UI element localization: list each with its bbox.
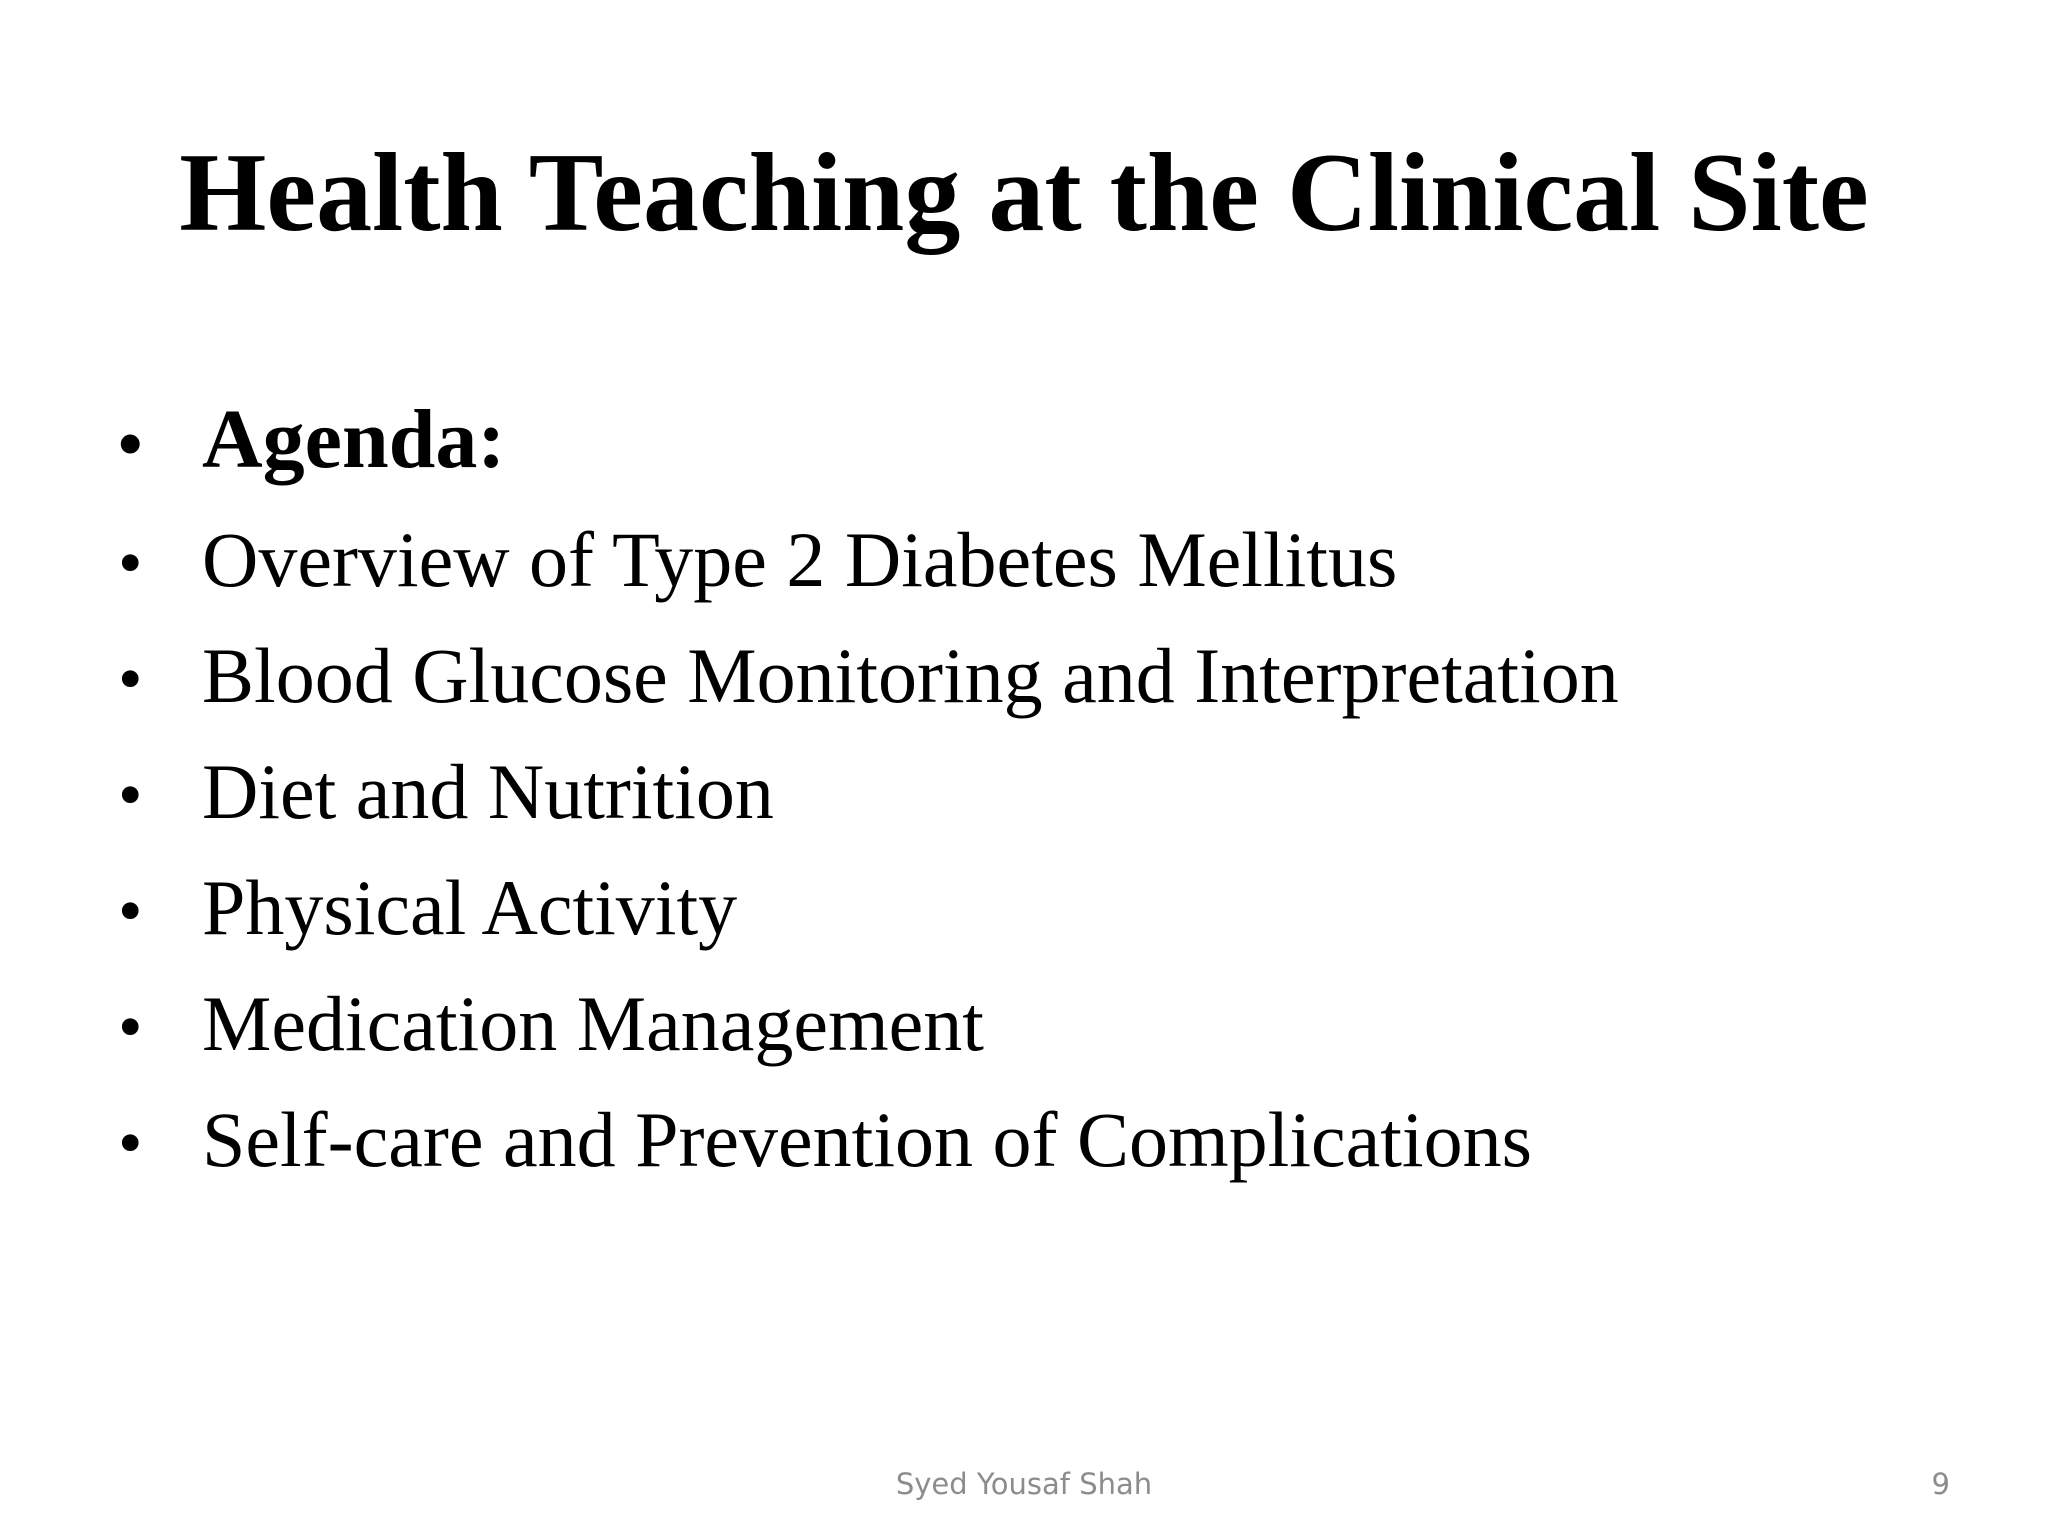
agenda-list <box>118 378 1978 1198</box>
list-item-text: Diet and Nutrition <box>202 748 774 835</box>
list-item <box>118 1082 1978 1198</box>
list-item-text: Overview of Type 2 Diabetes Mellitus <box>202 516 1398 603</box>
slide-title: Health Teaching at the Clinical Site <box>179 131 1869 255</box>
bullet-icon: • <box>118 989 143 1066</box>
bullet-icon: • <box>118 406 143 483</box>
list-item-text: Self-care and Prevention of Complications <box>202 1096 1532 1183</box>
bullet-icon: • <box>118 525 143 602</box>
agenda-heading-item <box>118 378 1978 502</box>
list-item <box>118 966 1978 1082</box>
agenda-heading: Agenda: <box>202 393 506 486</box>
list-item <box>118 618 1978 734</box>
list-item-text: Physical Activity <box>202 864 738 951</box>
list-item-text: Blood Glucose Monitoring and Interpretation <box>202 632 1619 719</box>
bullet-icon: • <box>118 873 143 950</box>
list-item <box>118 734 1978 850</box>
bullet-icon: • <box>118 1105 143 1182</box>
bullet-icon: • <box>118 641 143 718</box>
list-item <box>118 850 1978 966</box>
footer-author: Syed Yousaf Shah <box>895 1467 1153 1501</box>
list-item <box>118 502 1978 618</box>
list-item-text: Medication Management <box>202 980 984 1067</box>
bullet-icon: • <box>118 757 143 834</box>
page-number: 9 <box>1931 1467 1950 1501</box>
